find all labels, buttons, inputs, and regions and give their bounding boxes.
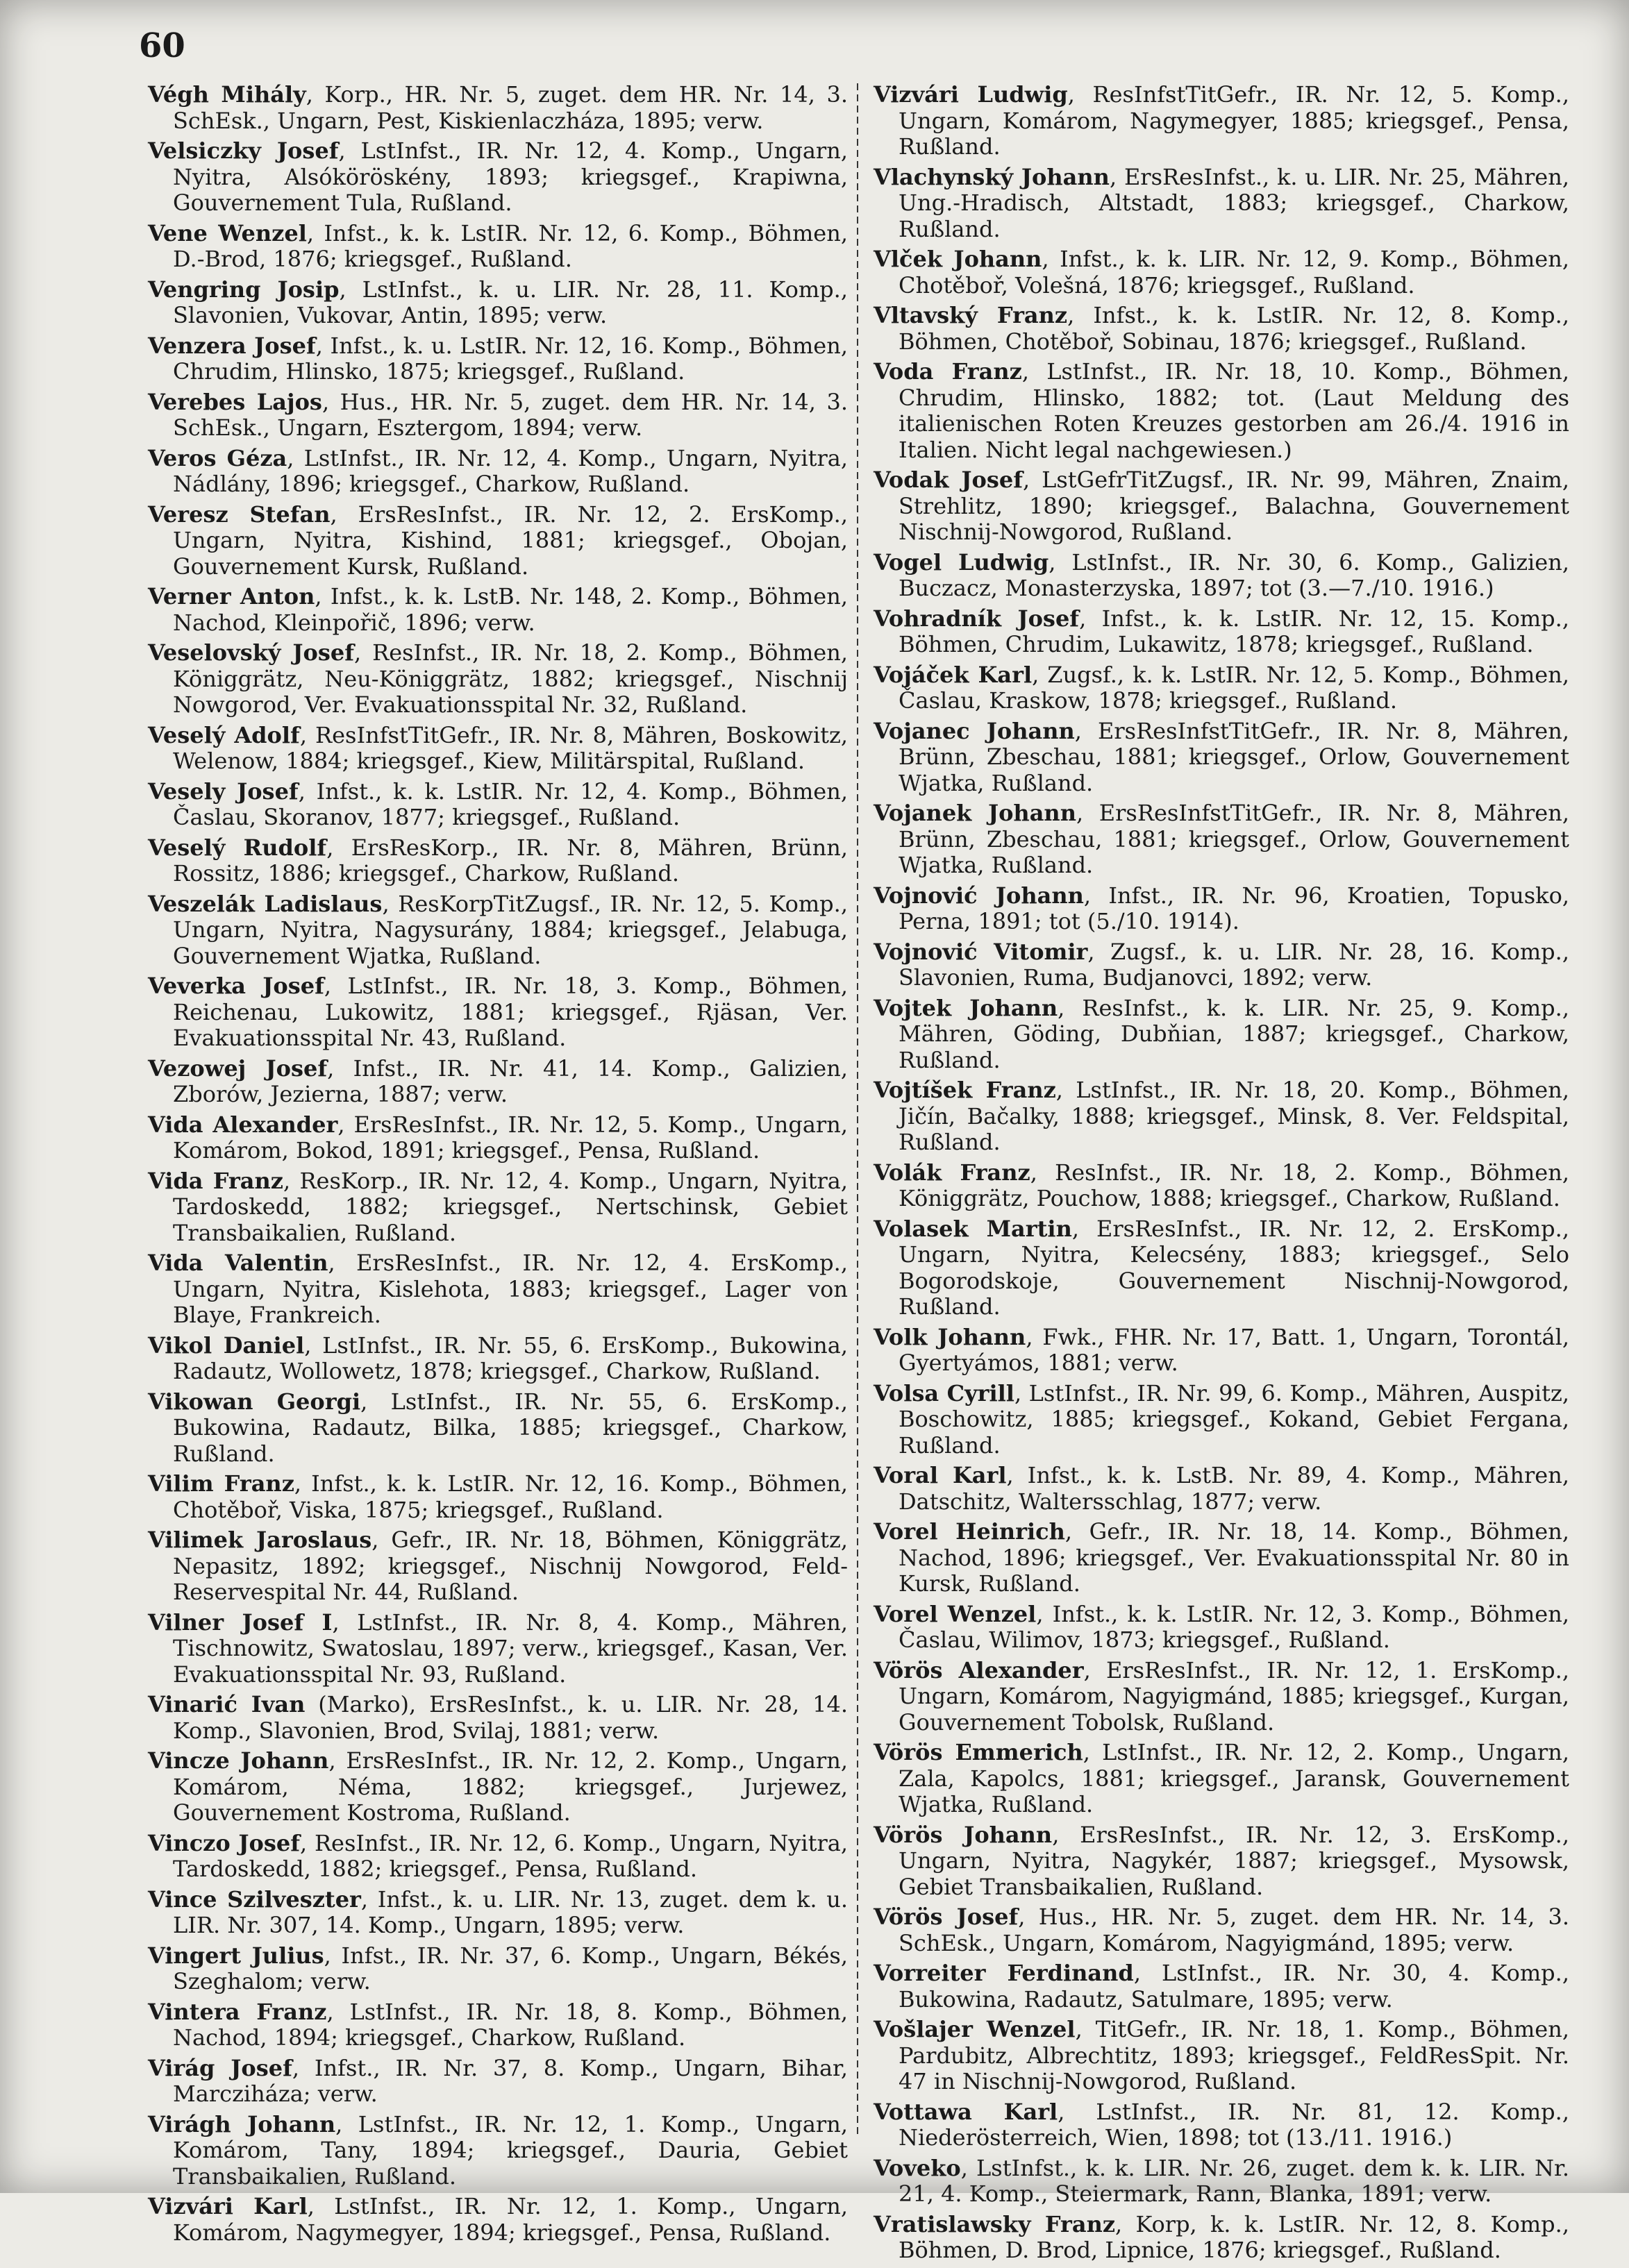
entry-name: Voral Karl — [874, 1462, 1007, 1488]
entry-name: Verner Anton — [148, 583, 315, 610]
entry-details: , LstInfst., IR. Nr. 12, 2. Komp., Ungarn, Zala, Kapolcs, 1881; kriegsgef., Jaransk, Gouvernement Wjatka, Rußland. — [899, 1739, 1570, 1817]
entry-name: Vogel Ludwig — [874, 548, 1049, 576]
entry-name: Vratislawsky Franz — [874, 2210, 1116, 2237]
entry-details: , Hus., HR. Nr. 5, zuget. dem HR. Nr. 14, 3. SchEsk., Ungarn, Esztergom, 1894; verw. — [173, 388, 849, 441]
entry-name: Vida Valentin — [148, 1250, 328, 1276]
entry-details: , Infst., k. k. LstIR. Nr. 12, 6. Komp., Böhmen, D.-Brod, 1876; kriegsgef., Rußland. — [173, 219, 848, 272]
entry-details: , Infst., IR. Nr. 37, 8. Komp., Ungarn, Bihar, Marcziháza; verw. — [173, 2054, 849, 2107]
list-entry — [874, 1381, 1569, 1459]
list-entry — [874, 82, 1569, 160]
entry-name: Vojtek Johann — [874, 994, 1058, 1021]
entry-details: , ErsResKorp., IR. Nr. 8, Mähren, Brünn, Rossitz, 1886; kriegsgef., Charkow, Rußland. — [173, 834, 849, 887]
entry-name: Vezowej Josef — [148, 1055, 328, 1082]
list-entry — [874, 939, 1569, 991]
list-entry — [874, 165, 1569, 243]
list-entry — [874, 467, 1569, 546]
entry-details: (Marko), ErsResInfst., k. u. LIR. Nr. 28, 14. Komp., Slavonien, Brod, Svilaj, 1881; verw. — [173, 1691, 849, 1744]
entry-name: Vojáček Karl — [874, 661, 1033, 688]
list-entry — [148, 2112, 848, 2190]
entry-name: Vojtíšek Franz — [874, 1077, 1056, 1103]
entry-details: , ErsResInfstTitGefr., IR. Nr. 8, Mähren, Brünn, Zbeschau, 1881; kriegsgef., Orlow, Gouvernement Wjatka, Rußland. — [899, 717, 1570, 796]
entry-name: Vohradník Josef — [874, 605, 1080, 632]
list-entry — [874, 1602, 1569, 1654]
entry-details: , Korp., HR. Nr. 5, zuget. dem HR. Nr. 14, 3. SchEsk., Ungarn, Pest, Kiskienlaczháza, 1895; verw. — [173, 81, 849, 134]
entry-name: Vizvári Ludwig — [874, 81, 1068, 108]
entry-details: , ResInfst., IR. Nr. 12, 6. Komp., Ungarn, Nyitra, Tardoskedd, 1882; kriegsgef., Pensa, Rußland. — [173, 1829, 849, 1882]
entry-name: Vince Szilveszter — [148, 1885, 361, 1913]
entry-name: Volk Johann — [874, 1323, 1026, 1350]
entry-name: Vošlajer Wenzel — [874, 2016, 1076, 2042]
entry-details: , Infst., k. k. LstIR. Nr. 12, 15. Komp., Böhmen, Chrudim, Lukawitz, 1878; kriegsgef., Rußland. — [899, 605, 1570, 657]
entry-details: , LstInfst., IR. Nr. 55, 6. ErsKomp., Bukowina, Radautz, Wollowetz, 1878; kriegsgef., Charkow, Rußland. — [173, 1332, 849, 1384]
entry-details: , Gefr., IR. Nr. 18, 14. Komp., Böhmen, Nachod, 1896; kriegsgef., Ver. Evakuationsspital Nr. 80 in Kursk, Rußland. — [899, 1518, 1570, 1597]
entry-name: Vikol Daniel — [148, 1332, 305, 1359]
entry-details: , Infst., IR. Nr. 41, 14. Komp., Galizien, Zborów, Jezierna, 1887; verw. — [173, 1055, 849, 1107]
list-entry — [874, 1904, 1569, 1956]
list-entry — [148, 835, 848, 887]
entry-details: , ErsResInfst., IR. Nr. 12, 4. ErsKomp., Ungarn, Nyitra, Kislehota, 1883; kriegsgef., Lager von Blaye, Frankreich. — [173, 1250, 848, 1328]
entry-name: Vilimek Jaroslaus — [148, 1527, 372, 1553]
entry-details: , Zugsf., k. k. LstIR. Nr. 12, 5. Komp., Böhmen, Časlau, Kraskow, 1878; kriegsgef., Rußland. — [899, 661, 1570, 714]
entry-name: Vilim Franz — [148, 1470, 294, 1497]
entry-details: , LstInfst., IR. Nr. 12, 4. Komp., Ungarn, Nyitra, Alsóköröskény, 1893; kriegsgef., Krapiwna, Gouvernement Tula, Rußland. — [173, 137, 848, 216]
entry-name: Vodak Josef — [874, 467, 1024, 493]
entry-details: , LstInfst., IR. Nr. 18, 8. Komp., Böhmen, Nachod, 1894; kriegsgef., Charkow, Rußland. — [173, 1998, 849, 2051]
list-entry — [148, 1389, 848, 1468]
list-entry — [148, 1943, 848, 1995]
list-entry — [874, 606, 1569, 658]
entry-name: Vintera Franz — [148, 1998, 327, 2025]
list-entry — [874, 1822, 1569, 1901]
entry-name: Virágh Johann — [148, 2110, 336, 2137]
entry-details: , LstInfst., IR. Nr. 8, 4. Komp., Mähren, Tischnowitz, Swatoslau, 1897; verw., kriegsgef., Kasan, Ver. Evakuationsspital Nr. 93, Rußland. — [173, 1608, 849, 1688]
list-entry — [874, 359, 1569, 463]
entry-name: Vojanek Johann — [874, 800, 1076, 826]
entry-details: , ErsResInfst., IR. Nr. 12, 1. ErsKomp., Ungarn, Komárom, Nagyigmánd, 1885; kriegsgef., Kurgan, Gouvernement Tobolsk, Rußland. — [899, 1656, 1570, 1736]
entry-name: Volsa Cyrill — [874, 1379, 1014, 1406]
entry-name: Vizvári Karl — [148, 2193, 308, 2219]
entry-name: Vojnović Vitomir — [874, 938, 1088, 965]
entry-name: Volasek Martin — [874, 1215, 1072, 1242]
entry-name: Vengring Josip — [148, 276, 340, 303]
entry-name: Vottawa Karl — [874, 2098, 1058, 2125]
entry-details: , LstInfst., IR. Nr. 81, 12. Komp., Niederösterreich, Wien, 1898; tot (13./11. 1916.) — [899, 2098, 1570, 2151]
list-entry — [874, 1519, 1569, 1597]
entry-details: , Zugsf., k. u. LIR. Nr. 28, 16. Komp., Slavonien, Ruma, Budjanovci, 1892; verw. — [899, 938, 1570, 991]
entry-name: Vörös Josef — [874, 1904, 1019, 1930]
entry-name: Vikowan Georgi — [148, 1388, 361, 1415]
entry-name: Vlachynský Johann — [874, 163, 1110, 190]
entry-details: , LstInfst., IR. Nr. 30, 4. Komp., Bukowina, Radautz, Satulmare, 1895; verw. — [899, 1960, 1570, 2013]
entry-details: , ErsResInfstTitGefr., IR. Nr. 8, Mähren, Brünn, Zbeschau, 1881; kriegsgef., Orlow, Gouvernement Wjatka, Rußland. — [899, 800, 1570, 878]
list-entry — [148, 1999, 848, 2051]
entry-details: , Infst., k. k. LstB. Nr. 89, 4. Komp., Mähren, Datschitz, Waltersschlag, 1877; verw. — [899, 1462, 1570, 1515]
entry-details: , LstInfst., IR. Nr. 12, 1. Komp., Ungarn, Komárom, Tany, 1894; kriegsgef., Dauria, Gebiet Transbaikalien, Rußland. — [173, 2110, 849, 2190]
entry-details: , LstInfst., IR. Nr. 12, 4. Komp., Ungarn, Nyitra, Nádlány, 1896; kriegsgef., Charkow, Rußland. — [173, 444, 849, 497]
list-entry — [148, 1250, 848, 1329]
list-entry — [148, 138, 848, 217]
entry-name: Vltavský Franz — [874, 302, 1068, 328]
entry-name: Voveko — [874, 2154, 961, 2181]
entry-details: , ResKorpTitZugsf., IR. Nr. 12, 5. Komp., Ungarn, Nyitra, Nagysurány, 1884; kriegsgef., Jelabuga, Gouvernement Wjatka, Rußland. — [173, 890, 849, 969]
list-entry — [148, 973, 848, 1052]
list-entry — [874, 1463, 1569, 1515]
entry-name: Verebes Lajos — [148, 388, 322, 415]
list-entry — [874, 2156, 1569, 2208]
entry-name: Vörös Johann — [874, 1821, 1053, 1848]
entry-details: , ResInfst., k. k. LIR. Nr. 25, 9. Komp., Mähren, Göding, Dubňian, 1887; kriegsgef., Charkow, Rußland. — [899, 994, 1570, 1073]
list-entry — [148, 2194, 848, 2246]
entry-details: , ResInfst., IR. Nr. 18, 2. Komp., Böhmen, Königgrätz, Neu-Königgrätz, 1882; kriegsgef., Nischnij Nowgorod, Ver. Evakuationsspital Nr. 32, Rußland. — [173, 639, 849, 718]
entry-details: , LstInfst., IR. Nr. 18, 3. Komp., Böhmen, Reichenau, Lukowitz, 1881; kriegsgef., Rjäsan, Ver. Evakuationsspital Nr. 43, Rußland. — [173, 973, 849, 1051]
list-entry — [148, 502, 848, 580]
list-entry — [148, 1831, 848, 1883]
list-entry — [148, 723, 848, 775]
entry-name: Vincze Johann — [148, 1747, 329, 1774]
list-entry — [874, 1960, 1569, 2013]
entry-name: Veselovský Josef — [148, 639, 355, 666]
entry-details: , Infst., k. k. LstIR. Nr. 12, 4. Komp., Böhmen, Časlau, Skoranov, 1877; kriegsgef., Rußland. — [173, 778, 849, 830]
entry-name: Venzera Josef — [148, 332, 316, 359]
right-column — [874, 82, 1569, 2268]
entry-name: Vorreiter Ferdinand — [874, 1960, 1134, 1986]
entry-details: , LstInfst., IR. Nr. 18, 20. Komp., Böhmen, Jičín, Bačalky, 1888; kriegsgef., Minsk, 8. Ver. Feldspital, Rußland. — [899, 1077, 1570, 1155]
entry-details: , Infst., k. k. LstB. Nr. 148, 2. Komp., Böhmen, Nachod, Kleinpořič, 1896; verw. — [173, 583, 849, 636]
list-entry — [148, 333, 848, 385]
entry-details: , LstGefrTitZugsf., IR. Nr. 99, Mähren, Znaim, Strehlitz, 1890; kriegsgef., Balachna, Gouvernement Nischnij-Nowgorod, Rußland. — [899, 467, 1570, 545]
list-entry — [148, 1168, 848, 1247]
entry-name: Vene Wenzel — [148, 219, 307, 246]
list-entry — [148, 1887, 848, 1939]
entry-details: , Infst., k. k. LstIR. Nr. 12, 16. Komp., Böhmen, Chotěboř, Viska, 1875; kriegsgef., Rußland. — [173, 1470, 849, 1523]
entry-details: , ErsResInfst., IR. Nr. 12, 2. Komp., Ungarn, Komárom, Néma, 1882; kriegsgef., Jurjewez, Gouvernement Kostroma, Rußland. — [173, 1747, 849, 1826]
entry-details: , ErsResInfst., k. u. LIR. Nr. 25, Mähren, Ung.-Hradisch, Altstadt, 1883; kriegsgef., Charkow, Rußland. — [899, 163, 1570, 242]
entry-details: , ResInfstTitGefr., IR. Nr. 12, 5. Komp., Ungarn, Komárom, Nagymegyer, 1885; kriegsgef., Pensa, Rußland. — [899, 81, 1570, 160]
list-entry — [874, 246, 1569, 299]
entry-name: Vingert Julius — [148, 1942, 324, 1969]
list-entry — [148, 1692, 848, 1744]
list-entry — [148, 1471, 848, 1523]
entry-name: Veselý Rudolf — [148, 834, 327, 861]
entry-details: , Fwk., FHR. Nr. 17, Batt. 1, Ungarn, Torontál, Gyertyámos, 1881; verw. — [899, 1323, 1570, 1376]
entry-details: , Infst., k. k. LIR. Nr. 12, 9. Komp., Böhmen, Chotěboř, Volešná, 1876; kriegsgef., Rußland. — [899, 246, 1569, 299]
list-entry — [148, 277, 848, 329]
list-entry — [874, 883, 1569, 935]
entry-name: Veverka Josef — [148, 973, 324, 999]
list-entry — [148, 584, 848, 636]
list-entry — [148, 1610, 848, 1688]
entry-details: , ErsResInfst., IR. Nr. 12, 2. ErsKomp., Ungarn, Nyitra, Kelecsény, 1883; kriegsgef., Selo Bogorodskoje, Gouvernement Nischnij-Nowgorod, Rußland. — [899, 1215, 1570, 1320]
entry-details: , LstInfst., IR. Nr. 30, 6. Komp., Galizien, Buczacz, Monasterzyska, 1897; tot (3.—7./10. 1916.) — [899, 548, 1570, 601]
entry-name: Vorel Wenzel — [874, 1600, 1037, 1627]
list-entry — [148, 446, 848, 498]
entry-name: Vida Franz — [148, 1167, 283, 1194]
list-entry — [874, 1325, 1569, 1377]
entry-details: , Infst., k. u. LIR. Nr. 13, zuget. dem k. u. LIR. Nr. 307, 14. Komp., Ungarn, 1895; verw. — [173, 1885, 849, 1938]
entry-details: , Infst., k. k. LstIR. Nr. 12, 8. Komp., Böhmen, Chotěboř, Sobinau, 1876; kriegsgef., Rußland. — [899, 302, 1570, 355]
entry-details: , LstInfst., IR. Nr. 55, 6. ErsKomp., Bukowina, Radautz, Bilka, 1885; kriegsgef., Charkow, Rußland. — [173, 1388, 848, 1467]
entry-name: Vlček Johann — [874, 246, 1042, 272]
entry-name: Vinczo Josef — [148, 1829, 301, 1856]
entry-details: , Infst., IR. Nr. 37, 6. Komp., Ungarn, Békés, Szeghalom; verw. — [173, 1942, 849, 1994]
list-entry — [148, 1112, 848, 1164]
left-column — [148, 82, 848, 2250]
entry-details: , ResInfst., IR. Nr. 18, 2. Komp., Böhmen, Königgrätz, Pouchow, 1888; kriegsgef., Charkow, Rußland. — [899, 1159, 1570, 1211]
entry-details: , Gefr., IR. Nr. 18, Böhmen, Königgrätz, Nepasitz, 1892; kriegsgef., Nischnij Nowgorod, Feld-Reservespital Nr. 44, Rußland. — [173, 1527, 849, 1605]
list-entry — [148, 2056, 848, 2108]
list-entry — [874, 2212, 1569, 2264]
list-entry — [148, 1748, 848, 1826]
entry-details: , LstInfst., k. u. LIR. Nr. 28, 11. Komp., Slavonien, Vukovar, Antin, 1895; verw. — [173, 276, 849, 328]
list-entry — [874, 1077, 1569, 1156]
entry-details: , Hus., HR. Nr. 5, zuget. dem HR. Nr. 14, 3. SchEsk., Ungarn, Komárom, Nagyigmánd, 1895; verw. — [899, 1904, 1570, 1956]
entry-name: Vojanec Johann — [874, 717, 1075, 744]
entry-name: Veresz Stefan — [148, 501, 331, 528]
list-entry — [148, 640, 848, 719]
entry-details: , ResKorp., IR. Nr. 12, 4. Komp., Ungarn, Nyitra, Tardoskedd, 1882; kriegsgef., Nertschinsk, Gebiet Transbaikalien, Rußland. — [173, 1167, 849, 1246]
entry-name: Veselý Adolf — [148, 721, 300, 748]
list-entry — [148, 1056, 848, 1108]
entry-name: Volák Franz — [874, 1159, 1030, 1186]
entry-name: Velsiczky Josef — [148, 137, 339, 164]
entry-details: , Infst., k. u. LstIR. Nr. 12, 16. Komp., Böhmen, Chrudim, Hlinsko, 1875; kriegsgef., Rußland. — [173, 332, 849, 385]
entry-name: Vörös Alexander — [874, 1656, 1084, 1683]
entry-name: Virág Josef — [148, 2054, 292, 2081]
list-entry — [148, 779, 848, 831]
entry-name: Vörös Emmerich — [874, 1739, 1083, 1765]
list-entry — [874, 1740, 1569, 1818]
entry-name: Vorel Heinrich — [874, 1518, 1065, 1545]
list-entry — [874, 800, 1569, 879]
entry-name: Végh Mihály — [148, 81, 306, 108]
entry-details: , ErsResInfst., IR. Nr. 12, 3. ErsKomp., Ungarn, Nyitra, Nagykér, 1887; kriegsgef., Mysowsk, Gebiet Transbaikalien, Rußland. — [899, 1821, 1570, 1900]
list-entry — [874, 2099, 1569, 2151]
entry-details: , TitGefr., IR. Nr. 18, 1. Komp., Böhmen, Pardubitz, Albrechtitz, 1893; kriegsgef., FeldResSpit. Nr. 47 in Nischnij-Nowgorod, Rußland. — [899, 2016, 1570, 2094]
entry-details: , ErsResInfst., IR. Nr. 12, 2. ErsKomp., Ungarn, Nyitra, Kishind, 1881; kriegsgef., Obojan, Gouvernement Kursk, Rußland. — [173, 501, 849, 580]
entry-name: Vinarić Ivan — [148, 1691, 306, 1717]
list-entry — [148, 82, 848, 134]
list-entry — [874, 2017, 1569, 2095]
entry-name: Vida Alexander — [148, 1111, 338, 1138]
list-entry — [148, 389, 848, 442]
column-divider — [857, 83, 858, 2138]
entry-details: , Korp, k. k. LstIR. Nr. 12, 8. Komp., Böhmen, D. Brod, Lipnice, 1876; kriegsgef., Rußland. — [899, 2210, 1569, 2263]
entry-details: , LstInfst., IR. Nr. 99, 6. Komp., Mähren, Auspitz, Boschowitz, 1885; kriegsgef., Kokand, Gebiet Fergana, Rußland. — [899, 1379, 1570, 1459]
list-entry — [874, 1658, 1569, 1736]
entry-details: , ErsResInfst., IR. Nr. 12, 5. Komp., Ungarn, Komárom, Bokod, 1891; kriegsgef., Pensa, Rußland. — [173, 1111, 849, 1164]
list-entry — [148, 1527, 848, 1606]
entry-details: , Infst., k. k. LstIR. Nr. 12, 3. Komp., Böhmen, Časlau, Wilimov, 1873; kriegsgef., Rußland. — [899, 1600, 1570, 1653]
page-number: 60 — [139, 26, 185, 65]
list-entry — [874, 303, 1569, 355]
entry-name: Vesely Josef — [148, 778, 299, 805]
list-entry — [874, 662, 1569, 714]
entry-details: , ResInfstTitGefr., IR. Nr. 8, Mähren, Boskowitz, Welenow, 1884; kriegsgef., Kiew, Militärspital, Rußland. — [173, 721, 849, 774]
list-entry — [874, 996, 1569, 1074]
entry-name: Vojnović Johann — [874, 882, 1084, 909]
entry-name: Veros Géza — [148, 444, 287, 471]
entry-details: , LstInfst., IR. Nr. 12, 1. Komp., Ungarn, Komárom, Nagymegyer, 1894; kriegsgef., Pensa, Rußland. — [173, 2193, 848, 2246]
entry-details: , LstInfst., IR. Nr. 18, 10. Komp., Böhmen, Chrudim, Hlinsko, 1882; tot. (Laut Meldung des italienischen Roten Kreuzes gestorben am 26./4. 1916 in Italien. Nicht legal nachgewiesen.) — [899, 358, 1569, 463]
entry-name: Voda Franz — [874, 358, 1022, 385]
list-entry — [874, 1160, 1569, 1212]
entry-name: Veszelák Ladislaus — [148, 890, 383, 917]
list-entry — [874, 1216, 1569, 1320]
list-entry — [148, 891, 848, 970]
entry-details: , Infst., IR. Nr. 96, Kroatien, Topusko, Perna, 1891; tot (5./10. 1914). — [899, 882, 1570, 934]
list-entry — [148, 1333, 848, 1385]
list-entry — [148, 221, 848, 273]
list-entry — [874, 550, 1569, 602]
entry-name: Vilner Josef I — [148, 1608, 333, 1636]
entry-details: , LstInfst., k. k. LIR. Nr. 26, zuget. dem k. k. LIR. Nr. 21, 4. Komp., Steiermark, Rann, Blanka, 1891; verw. — [899, 2154, 1569, 2207]
list-entry — [874, 719, 1569, 797]
